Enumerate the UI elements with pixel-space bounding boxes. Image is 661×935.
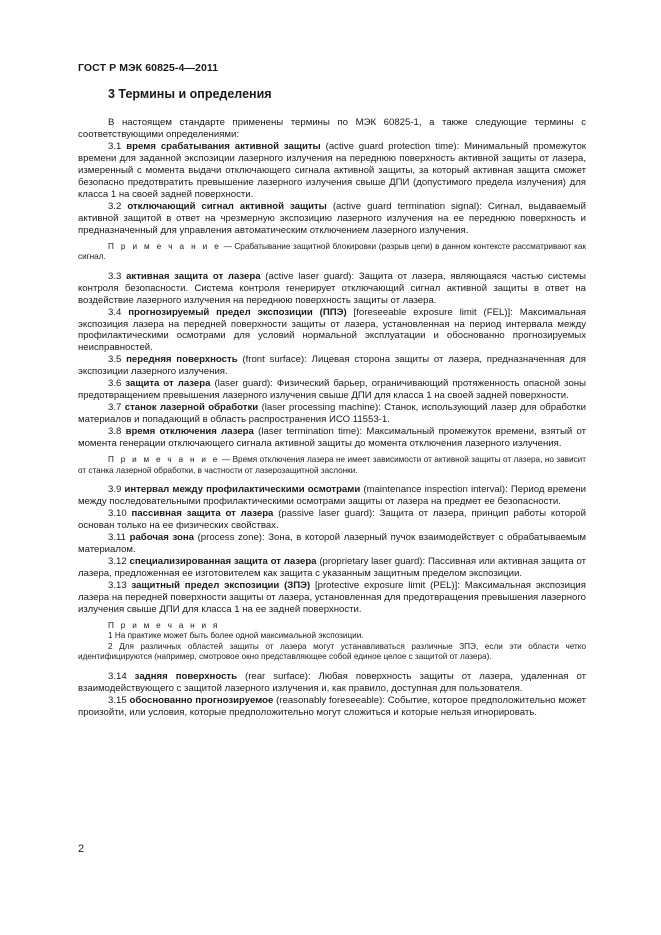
note-item-2: 2 Для различных областей защиты от лазера могут устанавливаться различные ЗПЭ, если эти области четко идентифицируются (например, смотровое окно представляющее собой единое целое с защитой от лазера). — [78, 641, 586, 662]
notes-heading: П р и м е ч а н и я — [108, 620, 220, 630]
page-number: 2 — [78, 843, 85, 855]
term-3-14: 3.14 задняя поверхность (rear surface): Любая поверхность защиты от лазера, удаленная от взаимодействующего с защитой лазерного излучения и, как правило, доступная для пользователя. — [78, 671, 587, 695]
term-3-6: 3.6 защита от лазера (laser guard): Физический барьер, ограничивающий протяженность опасной зоны предотвращением превышения лазерного излучения свыше ДПИ для класса 1 на своей задней поверхности. — [78, 378, 586, 402]
term-3-4: 3.4 прогнозируемый предел экспозиции (ППЭ) [foreseeable exposure limit (FEL)]: Максимальная экспозиция лазера на передней поверхности защиты от лазера, установленная на период интервала между профилактическими осмотрами для условий нормальной эксплуатации и обоснованно прогнозируемых неисправностей. — [78, 306, 586, 354]
note-1: П р и м е ч а н и е — Срабатывание защитной блокировки (разрыв цепи) в данном контексте рассматривают как сигнал. — [78, 241, 586, 262]
term-3-12: 3.12 специализированная защита от лазера (proprietary laser guard): Пассивная или активная защита от лазера, предложенная ее изготовителем как защита с указанным защитным пределом экспозиции. — [78, 555, 586, 579]
term-3-3: 3.3 активная защита от лазера (active laser guard): Защита от лазера, являющаяся частью системы контроля безопасности. Система контроля генерирует отключающий сигнал активной защиты в ответ на воздействие лазерного излучения на переднюю поверхность защиты от лазера. — [78, 270, 586, 306]
term-3-15: 3.15 обоснованно прогнозируемое (reasonably foreseeable): Событие, которое предположительно может произойти, или условия, которые предположительно могут сложиться и которые нельзя игнорировать. — [78, 694, 586, 718]
note-2: П р и м е ч а н и е — Время отключения лазера не имеет зависимости от активной защиты от лазера, но зависит от станка лазерной обработки, в частности от лазерозащитной заслонки. — [78, 455, 586, 475]
term-3-7: 3.7 станок лазерной обработки (laser processing machine): Станок, использующий лазер для обработки материалов и попадающий в область распространения ИСО 11553-1. — [78, 402, 586, 426]
term-3-2: 3.2 отключающий сигнал активной защиты (active guard termination signal): Сигнал, выдаваемый активной защитой в ответ на чрезмерную экспозицию лазерного излучения на ее переднюю поверхность и предназначенный для управления автоматическим отключением лазерного излучения. — [78, 200, 586, 236]
term-3-9: 3.9 интервал между профилактическими осмотрами (maintenance inspection interval): Период времени между последовательными профилактическими осмотрами защиты от лазера на предмет ее безопасности. — [78, 484, 586, 508]
term-3-8: 3.8 время отключения лазера (laser termination time): Максимальный промежуток времени, взятый от момента генерации отключающего сигнала активной защиты до момента отключения лазерного излучения. — [78, 426, 586, 450]
term-3-1: 3.1 время срабатывания активной защиты (active guard protection time): Минимальный промежуток времени для заданной экспозиции лазерного излучения на переднюю поверхность активной защиты от лазера, измеренный с момента выдачи отключающего сигнала активной защиты, за который активная защита сможет безопасно предотвратить превышение лазерного излучения свыше ДПИ (допустимого предела излучения) для класса 1 на своей задней поверхности. — [78, 140, 586, 200]
term-3-11: 3.11 рабочая зона (process zone): Зона, в которой лазерный пучок взаимодействует с обрабатываемым материалом. — [78, 532, 587, 555]
term-3-5: 3.5 передняя поверхность (front surface): Лицевая сторона защиты от лазера, предназначенная для экспозиции лазерного излучения. — [78, 354, 586, 378]
section-title: 3 Термины и определения — [108, 87, 272, 101]
intro-paragraph: В настоящем стандарте применены термины по МЭК 60825-1, а также следующие термины с соответствующими определениями: — [78, 117, 586, 140]
document-header: ГОСТ Р МЭК 60825-4—2011 — [78, 62, 219, 74]
term-3-13: 3.13 защитный предел экспозиции (ЗПЭ) [protective exposure limit (PEL)]: Максимальная экспозиция лазера на передней поверхности защиты от лазера, установленная для предотвращения превышения лазерного излучения свыше ДПИ для класса 1 на ее задней поверхности. — [78, 579, 586, 615]
note-item-1: 1 На практике может быть более одной максимальной экспозиции. — [108, 631, 364, 641]
document-body — [78, 117, 586, 719]
term-3-10: 3.10 пассивная защита от лазера (passive laser guard): Защита от лазера, принцип работы которой основан только на ее физических свойствах. — [78, 508, 587, 532]
